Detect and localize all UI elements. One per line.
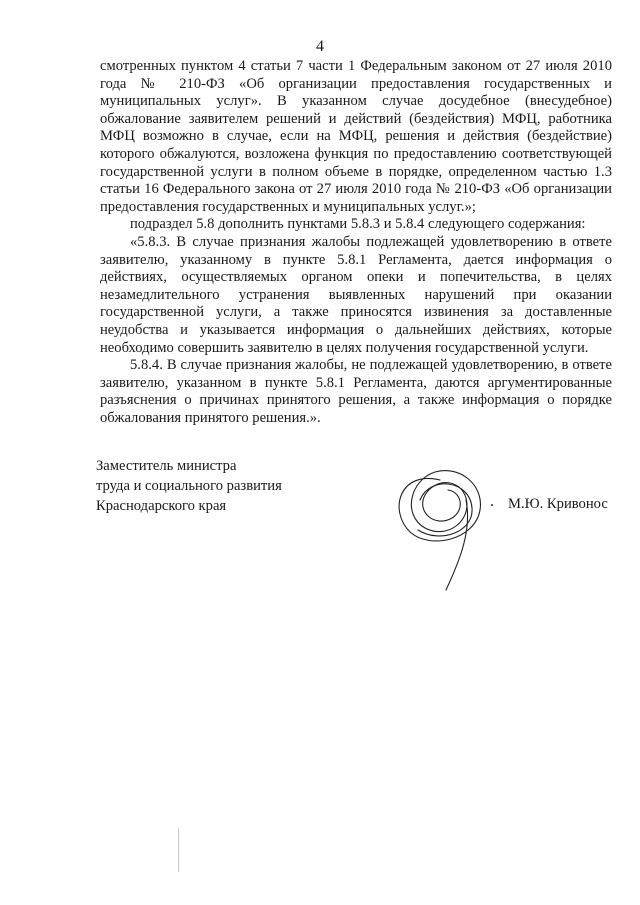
page-number: 4: [316, 38, 324, 55]
decorative-dot: [491, 504, 493, 506]
paragraph-continuation: смотренных пунктом 4 статьи 7 части 1 Федеральным законом от 27 июля 2010 года № 210-ФЗ «Об организации предоставления государственных и муниципальных услуг». В указанном случае досудебное (внесудебное) обжалование заявителем решений и действий (бездействия) МФЦ, работника МФЦ возможно в случае, если на МФЦ, решения и действия (бездействие) которого обжалуются, возложена функция по предоставлению соответствующей государственной услуги в полном объеме в порядке, определенном частью 1.3 статьи 16 Федерального закона от 27 июля 2010 года № 210-ФЗ «Об организации предоставления государственных и муниципальных услуг.»;: [100, 58, 612, 215]
paragraph-item-5-8-3: «5.8.3. В случае признания жалобы подлежащей удовлетворению в ответе заявителю, указанному в пункте 5.8.1 Регламента, дается информация о действиях, осуществляемых органом опеки и попечительства, в целях незамедлительного устранения выявленных нарушений при оказании государственной услуги, а также приносятся извинения за доставленные неудобства и указывается информация о дальнейших действиях, которые необходимо совершить заявителю в целях получения государственной услуги.: [100, 233, 612, 356]
paragraph-subsection-amendment: подраздел 5.8 дополнить пунктами 5.8.3 и 5.8.4 следующего содержания:: [130, 216, 586, 233]
paragraph-item-5-8-4: 5.8.4. В случае признания жалобы, не подлежащей удовлетворению, в ответе заявителю, указанном в пункте 5.8.1 Регламента, даются аргументированные разъяснения о причинах принятого решения, а также информация о порядке обжалования принятого решения.».: [100, 357, 612, 426]
scan-artifact-mark: [178, 828, 179, 872]
handwritten-signature-icon: [380, 440, 500, 600]
signatory-title-line: Заместитель министра: [96, 458, 237, 474]
signatory-title-line: Краснодарского края: [96, 498, 227, 514]
document-body: [100, 58, 612, 427]
signatory-name: М.Ю. Кривонос: [508, 496, 608, 512]
signatory-title-line: труда и социального развития: [96, 478, 282, 494]
signatory-title: [96, 456, 282, 516]
